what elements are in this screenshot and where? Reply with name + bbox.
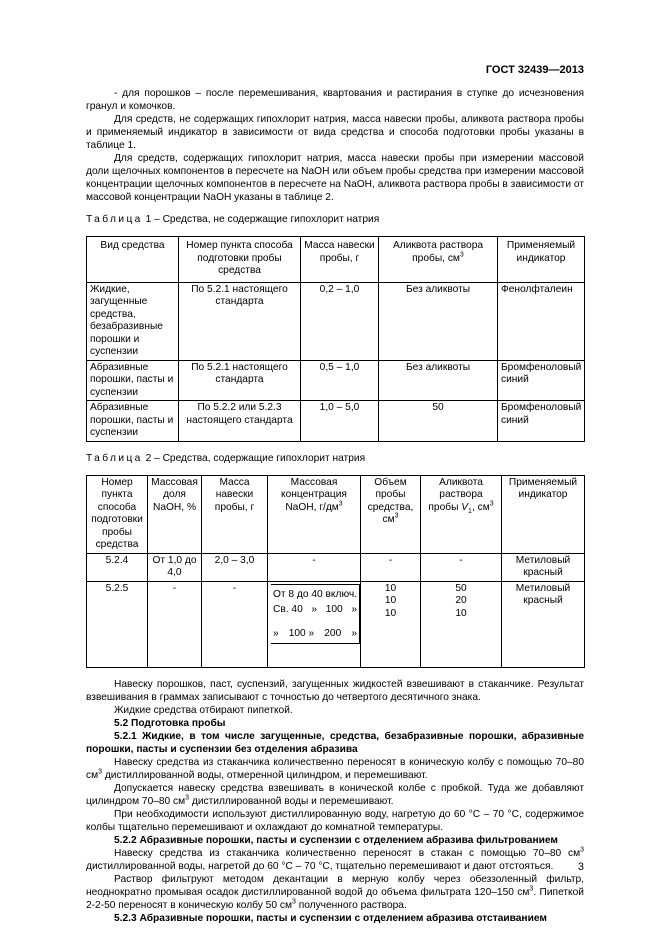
table2-caption-word: Таблица bbox=[86, 452, 143, 464]
table-cell: Жидкие, загущенные средства, безабразивные порошки и суспензии bbox=[87, 282, 179, 360]
paragraph: Навеску средства из стаканчика количественно переносят в коническую колбу с помощью 70–80 $см^3$ дистиллированной воды, отмеренной цилиндром, и перемешивают. bbox=[86, 756, 584, 781]
table-cell: 10 10 10 bbox=[361, 581, 421, 667]
table-row bbox=[87, 553, 585, 581]
table-cell: - bbox=[361, 553, 421, 581]
table-cell: 5.2.5 bbox=[87, 581, 148, 667]
section-heading-5-2-1: 5.2.1 Жидкие, в том числе загущенные, средства, безабразивные порошки, абразивные порошки, пасты и суспензии без отделения абразива bbox=[86, 730, 584, 755]
page-number: 3 bbox=[577, 861, 584, 873]
conc-range-2: Св. 40 » 100 » bbox=[273, 603, 357, 615]
intro-paragraph-1: - для порошков – после перемешивания, квартования и растирания в ступке до исчезновения гранул и комочков. bbox=[86, 88, 584, 112]
table-cell bbox=[268, 581, 361, 667]
table2-header-cell: Массовая доля NaOH, % bbox=[148, 475, 202, 553]
paragraph: Жидкие средства отбирают пипеткой. bbox=[114, 704, 293, 716]
section-heading-5-2-3: 5.2.3 Абразивные порошки, пасты и суспензии с отделением абразива отстаиванием bbox=[114, 912, 547, 924]
intro-paragraph-2: Для средств, не содержащих гипохлорит натрия, масса навески пробы, аликвота раствора пробы и применяемый индикатор в зависимости от вида средства и способа подготовки пробы указаны в таблице 1. bbox=[86, 114, 584, 151]
table2-header-cell: Аликвота раствора пробы $V_1$, $см^3$ bbox=[421, 475, 502, 553]
paragraph: При необходимости используют дистиллированную воду, нагретую до 60 °С – 70 °С, содержимое колбы тщательно перемешивают и охлаждают до комнатной температуры. bbox=[86, 808, 584, 833]
table-cell: Бромфеноловый синий bbox=[498, 360, 585, 401]
conc-range-3: » 100 » 200 » bbox=[273, 627, 357, 639]
table-cell: Без аликвоты bbox=[379, 282, 498, 360]
paragraph: Раствор фильтруют методом декантации в мерную колбу через обеззоленный фильтр, неоднократно промывая осадок дистиллированной водой до объема фильтрата 120–150 $см^3$. Пипеткой 2-2-50 переносят в коническую колбу 50 $см^3$ полученного раствора. bbox=[86, 873, 584, 911]
table-cell: От 1,0 до 4,0 bbox=[148, 553, 202, 581]
table2-caption bbox=[86, 452, 584, 465]
table1-header-cell: Применяемый индикатор bbox=[498, 237, 585, 283]
table-cell: 0,2 – 1,0 bbox=[301, 282, 379, 360]
table-row bbox=[87, 282, 585, 360]
table-cell: - bbox=[148, 581, 202, 667]
table-cell: 1,0 – 5,0 bbox=[301, 401, 379, 442]
table2-caption-text: 2 – Средства, содержащие гипохлорит натрия bbox=[142, 452, 366, 464]
table-cell: По 5.2.1 настоящего стандарта bbox=[179, 360, 301, 401]
table1-header-row bbox=[87, 237, 585, 283]
concentration-ranges bbox=[271, 584, 360, 644]
table2-header-cell: Применяемый индикатор bbox=[502, 475, 585, 553]
table1 bbox=[86, 236, 585, 442]
table1-header-cell: Аликвота раствора пробы, $см^3$ bbox=[379, 237, 498, 283]
table-cell: 50 20 10 bbox=[421, 581, 502, 667]
table-cell: - bbox=[421, 553, 502, 581]
section-heading-5-2: 5.2 Подготовка пробы bbox=[114, 717, 226, 729]
table1-header-cell: Масса навески пробы, г bbox=[301, 237, 379, 283]
table-cell: Бромфеноловый синий bbox=[498, 401, 585, 442]
table2-header-cell: Масса навески пробы, г bbox=[202, 475, 268, 553]
table-row bbox=[87, 360, 585, 401]
table-row bbox=[87, 401, 585, 442]
table-cell: Абразивные порошки, пасты и суспензии bbox=[87, 401, 179, 442]
table-cell: 5.2.4 bbox=[87, 553, 148, 581]
table2-header-row bbox=[87, 475, 585, 553]
table-cell: Метиловый красный bbox=[502, 581, 585, 667]
table1-header-cell: Вид средства bbox=[87, 237, 179, 283]
table2-header-cell: Номер пункта способа подготовки пробы средства bbox=[87, 475, 148, 553]
table-cell: По 5.2.1 настоящего стандарта bbox=[179, 282, 301, 360]
intro-paragraph-3: Для средств, содержащих гипохлорит натрия, масса навески пробы при измерении массовой доли щелочных компонентов в пересчете на NaOH или объем пробы средства при измерении массовой концентрации щелочных компонентов в пересчете на NaOH, аликвота раствора пробы в зависимости от массовой концентрации NaOH указаны в таблице 2. bbox=[86, 153, 584, 203]
table2-header-cell: Массовая концентрация NaOH, $г/дм^3$ bbox=[268, 475, 361, 553]
conc-range-1: От 8 до 40 включ. bbox=[273, 588, 358, 600]
table1-caption-word: Таблица bbox=[86, 214, 143, 225]
table-cell: 0,5 – 1,0 bbox=[301, 360, 379, 401]
table-cell: Абразивные порошки, пасты и суспензии bbox=[87, 360, 179, 401]
section-heading-5-2-2: 5.2.2 Абразивные порошки, пасты и суспензии с отделением абразива фильтрованием bbox=[114, 834, 558, 846]
paragraph: Навеску средства из стаканчика количественно переносят в стакан с помощью 70–80 $см^3$ дистиллированной воды, нагретой до 60 °С – 70 °С, тщательно перемешивают и дают отстояться. bbox=[86, 846, 584, 872]
table1-caption bbox=[86, 213, 584, 226]
table2 bbox=[86, 475, 585, 668]
table-cell: 50 bbox=[379, 401, 498, 442]
paragraph: Допускается навеску средства взвешивать в конической колбе с пробкой. Туда же добавляют цилиндром 70–80 $см^3$ дистиллированной воды и перемешивают. bbox=[86, 782, 584, 807]
paragraph: Навеску порошков, паст, суспензий, загущенных жидкостей взвешивают в стаканчике. Результат взвешивания в граммах записывают с точностью до четвертого десятичного знака. bbox=[86, 678, 584, 703]
table-cell: Метиловый красный bbox=[502, 553, 585, 581]
table-cell: По 5.2.2 или 5.2.3 настоящего стандарта bbox=[179, 401, 301, 442]
table-cell: 2,0 – 3,0 bbox=[202, 553, 268, 581]
table-cell: Без аликвоты bbox=[379, 360, 498, 401]
document-code: ГОСТ 32439—2013 bbox=[485, 64, 584, 76]
table-row bbox=[87, 581, 585, 667]
table1-header-cell: Номер пункта способа подготовки пробы средства bbox=[179, 237, 301, 283]
table-cell: - bbox=[268, 553, 361, 581]
table2-header-cell: Объем пробы средства, $см^3$ bbox=[361, 475, 421, 553]
table-cell: - bbox=[202, 581, 268, 667]
table1-caption-text: 1 – Средства, не содержащие гипохлорит натрия bbox=[142, 214, 380, 225]
table-cell: Фенолфталеин bbox=[498, 282, 585, 360]
document-body bbox=[86, 87, 584, 925]
